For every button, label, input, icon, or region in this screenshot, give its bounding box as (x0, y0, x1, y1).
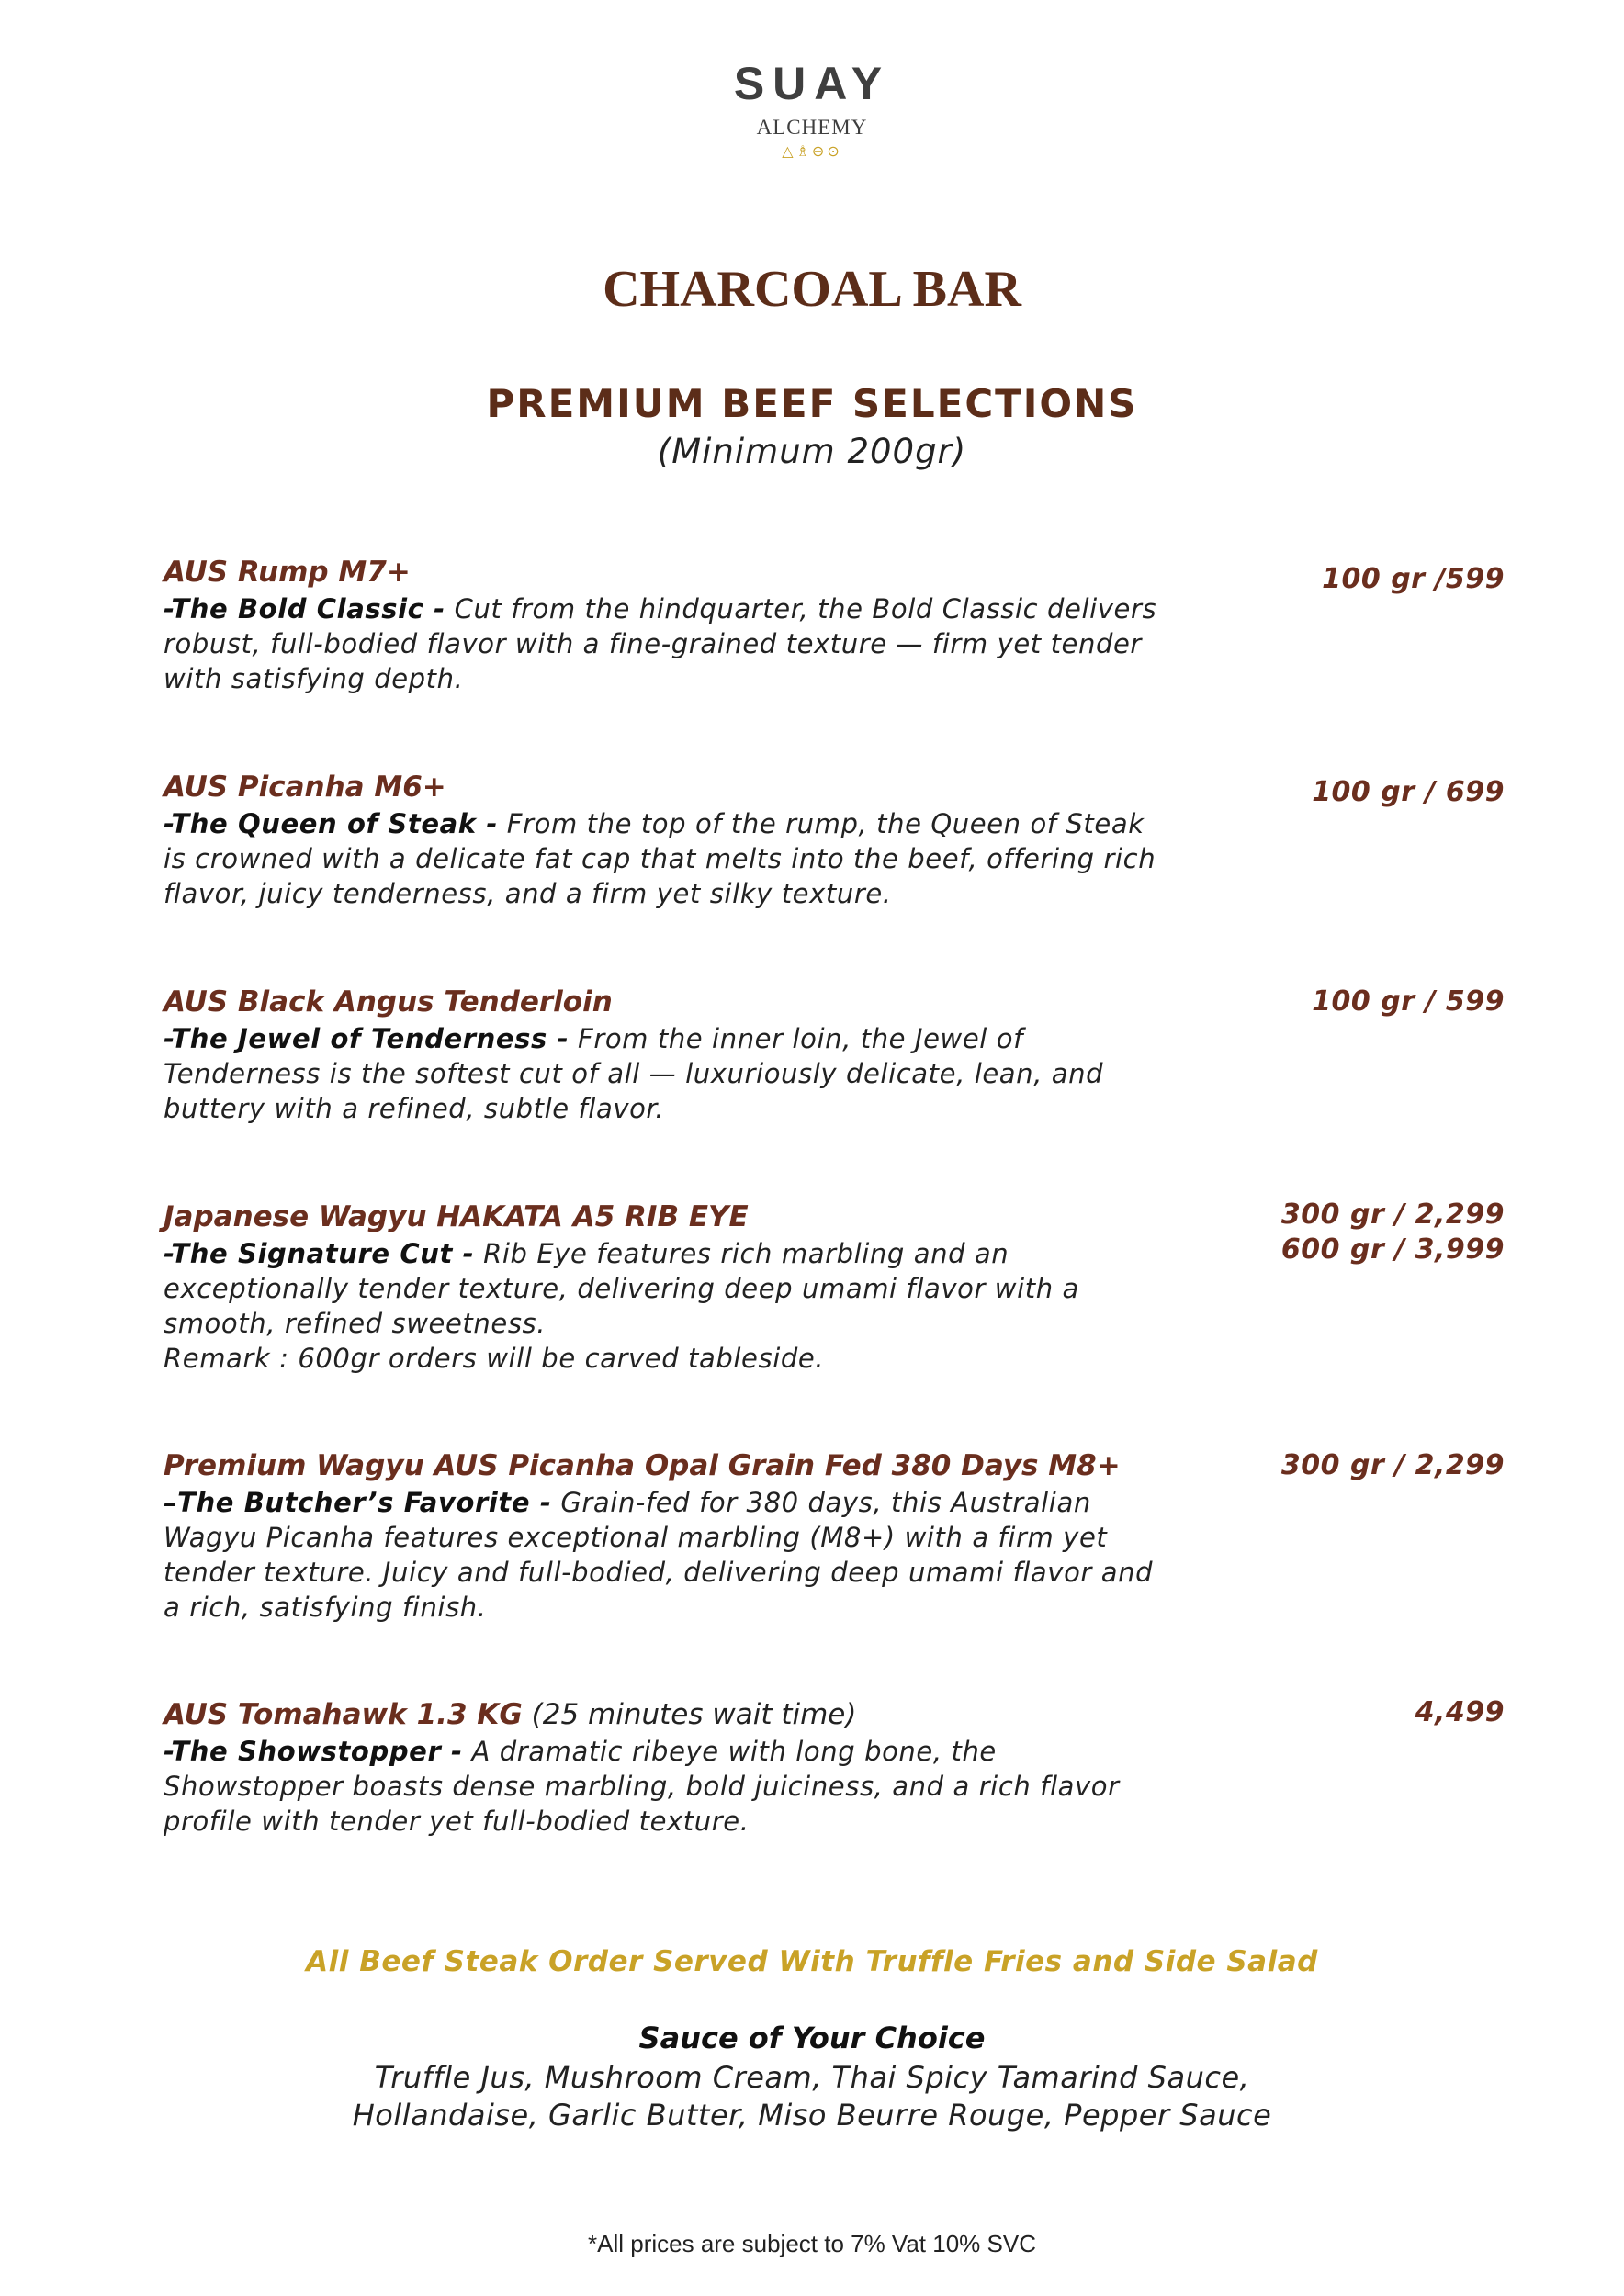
category-note: (Minimum 200gr) (657, 432, 967, 471)
item-price: 300 gr / 2,299 (1280, 1199, 1505, 1231)
sauce-list (0, 2059, 1624, 2134)
item-name: Japanese Wagyu HAKATA A5 RIB EYE (164, 1200, 749, 1233)
category-title: PREMIUM BEEF SELECTIONS (486, 381, 1138, 426)
item-tag: -The Queen of Steak - (164, 808, 498, 839)
item-prices (1281, 1448, 1505, 1483)
item-prices (1415, 1695, 1505, 1730)
item-name: AUS Black Angus Tenderloin (164, 985, 613, 1019)
item-description (164, 1734, 1174, 1839)
item-name-suffix: (25 minutes wait time) (522, 1698, 857, 1731)
vat-note: *All prices are subject to 7% Vat 10% SVC (588, 2230, 1036, 2257)
item-tag: –The Butcher’s Favorite - (164, 1487, 552, 1518)
item-description (164, 1236, 1174, 1341)
item-description-text: Rib Eye features rich marbling and an exceptionally tender texture, delivering deep umami flavor with a smooth, refined sweetness. (164, 1238, 1079, 1339)
section-title: CHARCOAL BAR (603, 261, 1021, 318)
menu-item (164, 983, 1505, 1126)
item-price: 100 gr /599 (1322, 563, 1505, 595)
sauce-line: Hollandaise, Garlic Butter, Miso Beurre Rouge, Pepper Sauce (352, 2098, 1272, 2133)
menu-item (164, 1198, 1505, 1376)
item-tag: -The Jewel of Tenderness - (164, 1023, 570, 1054)
sauce-line: Truffle Jus, Mushroom Cream, Thai Spicy Tamarind Sauce, (374, 2060, 1250, 2095)
item-description-text: Grain-fed for 380 days, this Australian Wagyu Picanha features exceptional marbling (M8+) with a firm yet tender texture. Juicy and full-bodied, delivering deep umami flavor and a rich, satisfying finish. (164, 1487, 1154, 1623)
menu-item (164, 553, 1505, 696)
item-description-text: A dramatic ribeye with long bone, the Showstopper boasts dense marbling, bold juiciness, and a rich flavor profile with tender yet full-bodied texture. (164, 1736, 1120, 1837)
item-price: 100 gr / 599 (1312, 985, 1505, 1018)
item-description (164, 1485, 1174, 1625)
item-prices (1281, 1198, 1505, 1267)
menu-item (164, 768, 1505, 911)
item-description (164, 1021, 1174, 1126)
brand-symbols: △♗⊖⊙ (782, 142, 842, 160)
item-name (164, 1695, 1505, 1734)
item-price: 600 gr / 3,999 (1280, 1233, 1505, 1266)
item-prices (1312, 985, 1505, 1019)
brand-subtitle: ALCHEMY (756, 116, 868, 139)
menu-item (164, 1695, 1505, 1839)
item-price: 4,499 (1415, 1696, 1505, 1728)
menu-item (164, 1446, 1505, 1625)
item-price: 100 gr / 699 (1312, 776, 1505, 808)
item-prices (1312, 775, 1505, 810)
item-tag: -The Bold Classic - (164, 593, 445, 625)
item-description-text: Cut from the hindquarter, the Bold Classic delivers robust, full-bodied flavor with a fine-grained texture — firm yet tender with satisfying depth. (164, 593, 1157, 694)
item-tag: -The Signature Cut - (164, 1238, 475, 1269)
item-description-text: From the inner loin, the Jewel of Tenderness is the softest cut of all — luxuriously delicate, lean, and buttery with a refined, subtle flavor. (164, 1023, 1104, 1124)
item-name: Premium Wagyu AUS Picanha Opal Grain Fed 380 Days M8+ (164, 1449, 1121, 1482)
item-tag: -The Showstopper - (164, 1736, 463, 1767)
served-with-note: All Beef Steak Order Served With Truffle Fries and Side Salad (306, 1945, 1318, 1978)
item-name: AUS Picanha M6+ (164, 771, 446, 804)
sauce-title: Sauce of Your Choice (638, 2020, 986, 2055)
item-description (164, 806, 1174, 911)
item-prices (1322, 562, 1505, 597)
item-name: AUS Rump M7+ (164, 556, 411, 589)
item-description (164, 591, 1174, 696)
item-name-text: AUS Tomahawk 1.3 KG (164, 1698, 523, 1731)
item-price: 300 gr / 2,299 (1280, 1449, 1505, 1481)
item-remark: Remark : 600gr orders will be carved tableside. (164, 1343, 825, 1374)
item-description-text: From the top of the rump, the Queen of Steak is crowned with a delicate fat cap that melts into the beef, offering rich flavor, juicy tenderness, and a firm yet silky texture. (164, 808, 1156, 909)
brand-logo: SUAY (733, 58, 891, 109)
